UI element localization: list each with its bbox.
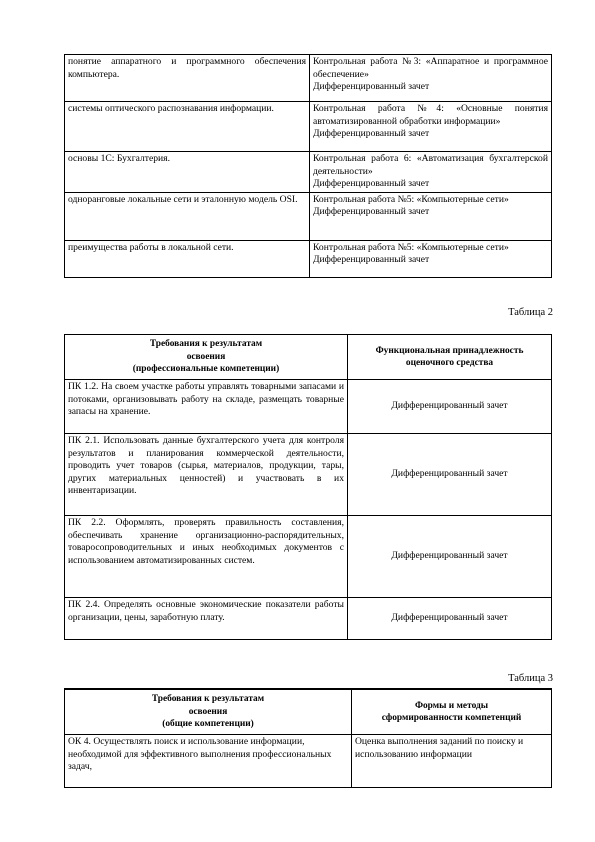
assessment-task: Контрольная работа №4: «Основные понятия автоматизированной обработки информации» — [313, 103, 548, 127]
table-caption: Таблица 2 — [508, 307, 553, 318]
assessment-cell: Дифференцированный зачет — [348, 516, 552, 598]
knowledge-cell: основы 1С: Бухгалтерия. — [65, 152, 310, 193]
header-line: (профессиональные компетенции) — [132, 364, 280, 375]
assessment-task: Контрольная работа №5: «Компьютерные сети» — [313, 193, 509, 205]
table-row — [65, 598, 552, 640]
assessment-form: Дифференцированный зачет — [313, 178, 430, 190]
requirements-header — [65, 689, 352, 735]
assessment-task: Контрольная работа №5: «Компьютерные сети» — [313, 241, 509, 253]
table-row — [65, 55, 552, 102]
competency-cell: ПК 1.2. На своем участке работы управлять товарными запасами и потоками, организовывать работу на складе, размещать товарные запасы на хранение. — [65, 380, 348, 434]
table-row — [65, 240, 552, 277]
competency-cell: ПК 2.2. Оформлять, проверять правильность составления, обеспечивать хранение организационно-распорядительных, товаросопроводительных и иных необходимых документов с использованием автоматизированных систем. — [65, 516, 348, 598]
competency-cell: ОК 4. Осуществлять поиск и использование информации, необходимой для эффективного выполнения профессиональных задач, — [65, 735, 352, 788]
methods-header — [352, 689, 552, 735]
header-line: Требования к результатам — [151, 694, 265, 705]
general-competencies-table — [64, 688, 552, 788]
header-line: освоения — [186, 351, 226, 362]
assessment-form: Дифференцированный зачет — [313, 81, 430, 93]
table-header-row — [65, 689, 552, 735]
assessment-table-continued — [64, 54, 552, 278]
function-header: Функциональная принадлежность оценочного средства — [348, 335, 552, 380]
requirements-header — [65, 335, 348, 380]
table-row — [65, 516, 552, 598]
assessment-cell: Дифференцированный зачет — [348, 434, 552, 516]
assessment-cell — [310, 152, 552, 193]
method-cell: Оценка выполнения заданий по поиску и использованию информации — [352, 735, 552, 788]
assessment-cell — [310, 55, 552, 102]
knowledge-cell: одноранговые локальные сети и эталонную модель OSI. — [65, 192, 310, 240]
assessment-cell — [310, 240, 552, 277]
assessment-form: Дифференцированный зачет — [313, 128, 430, 140]
assessment-form: Дифференцированный зачет — [313, 254, 430, 266]
header-line: освоения — [188, 706, 228, 717]
professional-competencies-table — [64, 334, 552, 640]
assessment-task: Контрольная работа №3: «Аппаратное и программное обеспечение» — [313, 56, 548, 80]
header-line: Требования к результатам — [149, 339, 263, 350]
assessment-cell: Дифференцированный зачет — [348, 598, 552, 640]
competency-cell: ПК 2.1. Использовать данные бухгалтерского учета для контроля результатов и планирования коммерческой деятельности, проводить учет товаров (сырья, материалов, продукции, тары, других материальных ценностей) и участвовать в их инвентаризации. — [65, 434, 348, 516]
header-line: Формы и методы — [414, 700, 489, 711]
knowledge-cell: понятие аппаратного и программного обеспечения компьютера. — [65, 55, 310, 102]
header-line: (общие компетенции) — [162, 719, 254, 730]
table-header-row — [65, 335, 552, 380]
assessment-cell — [310, 102, 552, 152]
table-caption: Таблица 3 — [508, 673, 553, 684]
knowledge-cell: преимущества работы в локальной сети. — [65, 240, 310, 277]
table-row — [65, 152, 552, 193]
assessment-cell — [310, 192, 552, 240]
header-line: сформированности компетенций — [381, 713, 522, 723]
table-row — [65, 380, 552, 434]
assessment-form: Дифференцированный зачет — [313, 206, 430, 218]
knowledge-cell: системы оптического распознавания информации. — [65, 102, 310, 152]
table-row — [65, 735, 552, 788]
table-row — [65, 434, 552, 516]
competency-cell: ПК 2.4. Определять основные экономические показатели работы организации, цены, заработную плату. — [65, 598, 348, 640]
assessment-cell: Дифференцированный зачет — [348, 380, 552, 434]
table-row — [65, 102, 552, 152]
table-row — [65, 192, 552, 240]
assessment-task: Контрольная работа 6: «Автоматизация бухгалтерской деятельности» — [313, 153, 548, 177]
